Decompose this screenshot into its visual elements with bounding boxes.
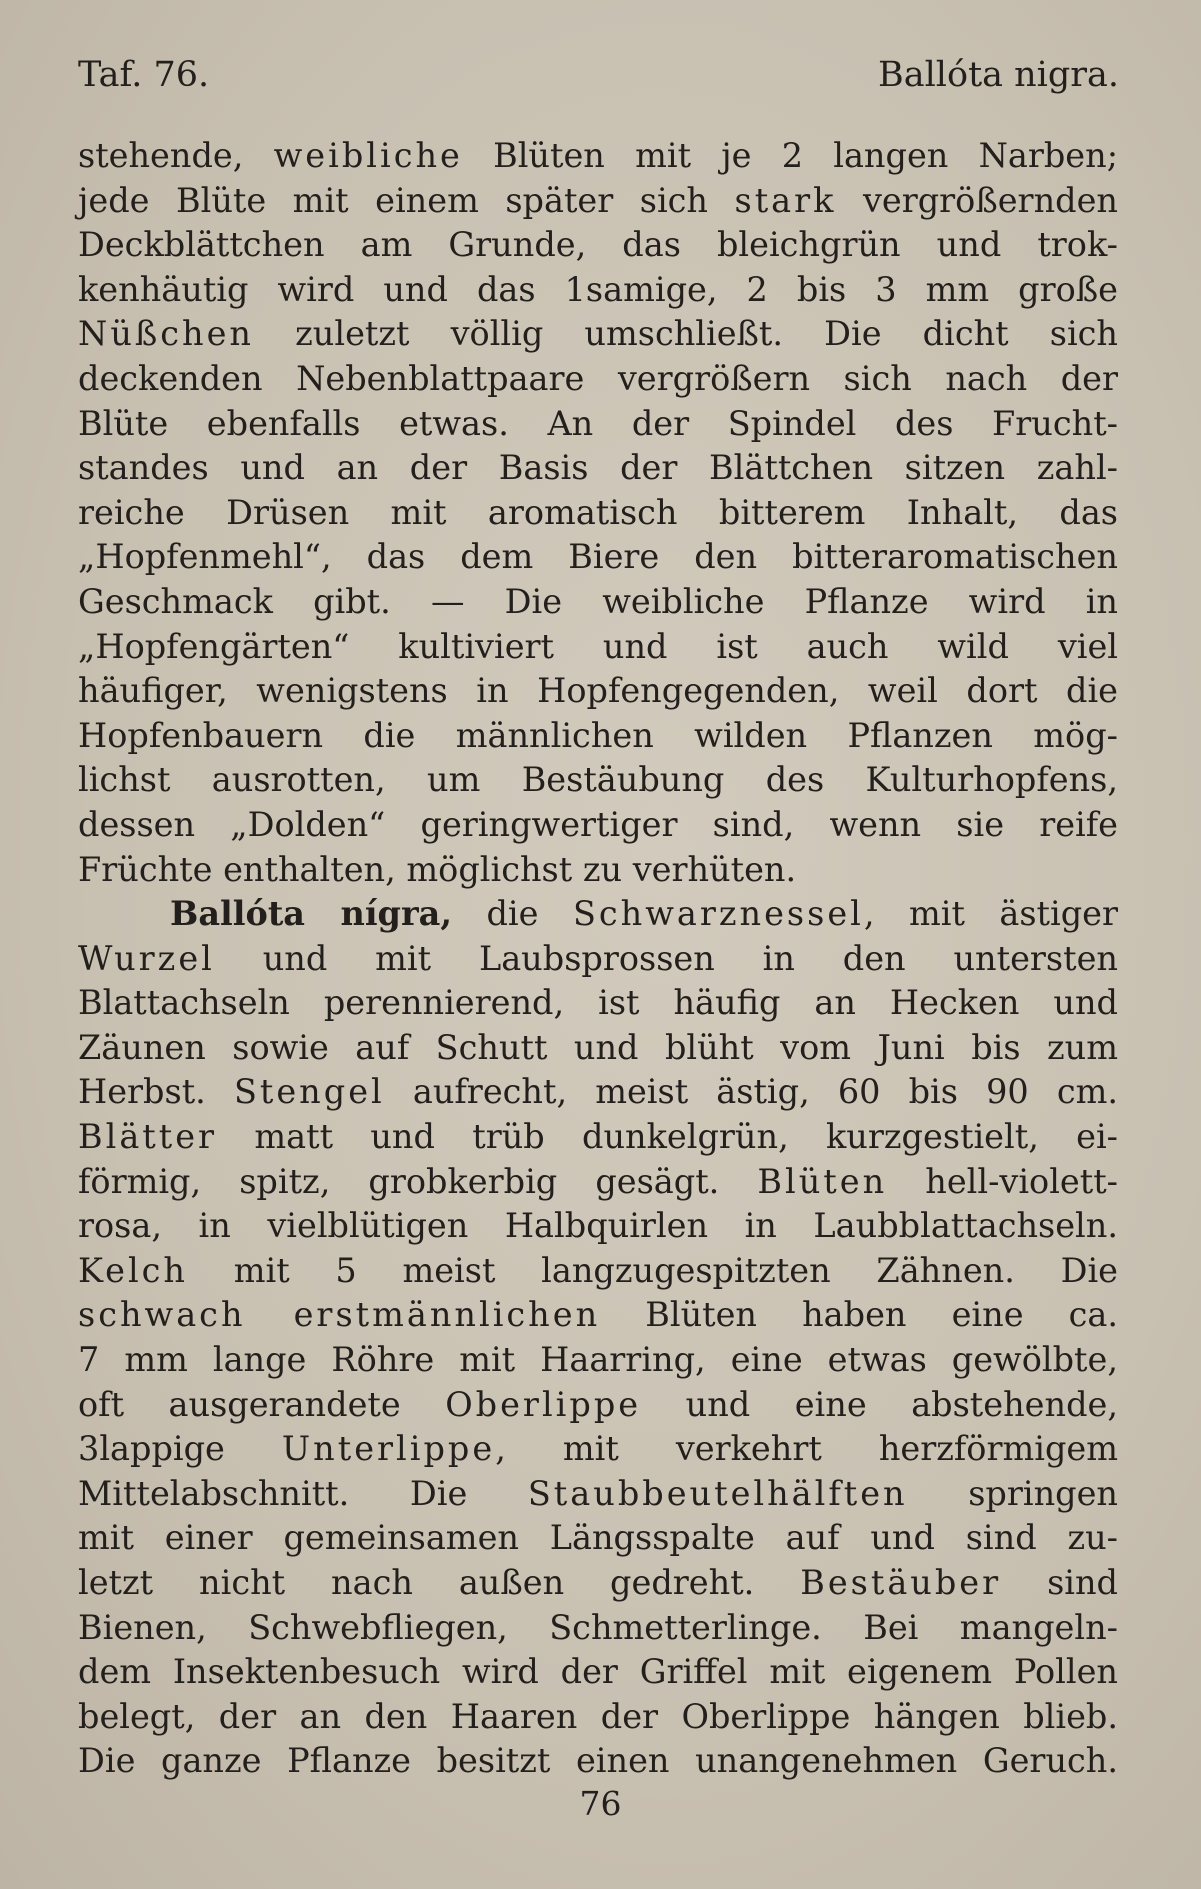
text-line [78,491,1118,536]
spaced-term: Blüten [757,1161,888,1201]
text-run: Blüten haben eine ca. [600,1295,1118,1335]
text-run: oft ausgerandete [78,1384,446,1424]
text-line [78,1383,1118,1428]
text-line [78,1606,1118,1651]
text-run: , mit ästiger [863,894,1119,934]
text-line [78,1293,1118,1338]
text-line [78,625,1118,670]
text-run: Blattachseln perennierend, ist häufig an Hecken und [78,983,1118,1023]
text-run: 7 mm lange Röhre mit Haarring, eine etwas gewölbte, [78,1340,1118,1380]
text-run: mit 5 meist langzugespitzten Zähnen. Die [188,1250,1118,1290]
text-line [78,134,1118,179]
text-run: die [452,894,573,934]
text-line [78,1204,1118,1249]
spaced-term: weibliche [273,136,463,175]
text-run: und eine abstehende, [641,1384,1118,1424]
text-line [78,981,1118,1026]
text-line [78,446,1118,491]
text-line [78,1472,1118,1517]
text-run: Blüten mit je 2 langen Narben; [462,136,1118,175]
spaced-term: Wurzel [78,938,215,978]
text-run: dessen „Dolden“ geringwertiger sind, wenn sie reife [78,804,1118,844]
page-header [78,55,1119,105]
text-line [78,714,1118,759]
spaced-term: schwach erstmännlichen [78,1295,601,1335]
text-run: hell-violett- [887,1161,1118,1201]
text-line [78,937,1118,982]
text-run: Mittelabschnitt. Die [78,1473,528,1513]
text-run: förmig, spitz, grobkerbig gesägt. [78,1161,758,1201]
text-run: „Hopfenmehl“, das dem Biere den bitteraromatischen [78,537,1118,577]
spaced-term: Staubbeutelhälften [527,1473,908,1513]
text-line [78,848,1118,893]
running-title: Ballóta nigra. [878,55,1119,95]
spaced-term: Bestäuber [800,1563,1002,1602]
text-run: vergrößernden [836,180,1118,220]
text-run: dem Insektenbesuch wird der Griffel mit eigenem Pollen [78,1652,1118,1692]
text-line [78,580,1118,625]
text-run: belegt, der an den Haaren der Oberlippe hängen blieb. [78,1696,1118,1736]
spaced-term: stark [734,180,837,220]
page-number: 76 [579,1784,622,1823]
text-line [78,1026,1118,1071]
text-run: Blüte ebenfalls etwas. An der Spindel des Frucht- [78,403,1118,443]
text-line [78,1516,1118,1561]
text-run: reiche Drüsen mit aromatisch bitterem Inhalt, das [78,492,1118,532]
text-run: , mit verkehrt herzförmigem [495,1429,1118,1469]
body-text [78,134,1118,1784]
text-line [78,1070,1118,1115]
spaced-term: Oberlippe [445,1384,642,1424]
text-run: und mit Laubsprossen in den untersten [214,938,1118,978]
text-line [78,179,1118,224]
species-name: Ballóta nígra, [170,894,453,934]
text-line [78,1115,1118,1160]
spaced-term: Stengel [233,1072,385,1112]
text-run: kenhäutig wird und das 1samige, 2 bis 3 mm große [78,269,1118,309]
spaced-term: Blätter [78,1117,218,1157]
text-line [78,1427,1118,1472]
text-line [78,1561,1118,1606]
text-run: 3lappige [78,1429,282,1469]
spaced-term: Nüßchen [78,314,255,354]
text-run: häufiger, wenigstens in Hopfengegenden, weil dort die [78,671,1118,711]
text-line [78,1650,1118,1695]
text-line [78,357,1118,402]
text-run: Geschmack gibt. — Die weibliche Pflanze wird in [78,581,1118,621]
text-run: Die ganze Pflanze besitzt einen unangenehmen Geruch. [78,1741,1118,1781]
text-line [78,1739,1118,1784]
text-run: springen [907,1473,1119,1513]
text-line [78,1338,1118,1383]
text-run: lichst ausrotten, um Bestäubung des Kulturhopfens, [78,760,1118,800]
spaced-term: Schwarznessel [572,894,864,934]
text-run: stehende, [78,136,274,175]
text-line [78,1160,1118,1205]
spaced-term: Unterlippe [281,1429,496,1469]
text-run: standes und an der Basis der Blättchen sitzen zahl- [78,448,1118,488]
text-run: jede Blüte mit einem später sich [78,180,735,220]
text-run: Herbst. [78,1072,234,1112]
text-run: zuletzt völlig umschließt. Die dicht sich [254,314,1118,354]
plate-number: Taf. 76. [78,55,210,95]
text-line [78,669,1118,714]
text-line [78,312,1118,357]
text-line [78,402,1118,447]
text-run: Deckblättchen am Grunde, das bleichgrün und trok- [78,225,1118,265]
text-run: sind [1001,1563,1118,1602]
text-line [78,803,1118,848]
text-line [78,1695,1118,1740]
text-run: Zäunen sowie auf Schutt und blüht vom Juni bis zum [78,1027,1118,1067]
text-line [78,223,1118,268]
text-run: Bienen, Schwebfliegen, Schmetterlinge. Bei mangeln- [78,1607,1118,1647]
text-run: letzt nicht nach außen gedreht. [78,1563,801,1602]
text-line [78,1249,1118,1294]
text-run: rosa, in vielblütigen Halbquirlen in Laubblattachseln. [78,1206,1118,1246]
text-run: matt und trüb dunkelgrün, kurzgestielt, ei- [217,1117,1118,1157]
text-line [78,892,1118,937]
text-line [78,535,1118,580]
text-run: Hopfenbauern die männlichen wilden Pflanzen mög- [78,715,1118,755]
text-run: „Hopfengärten“ kultiviert und ist auch wild viel [78,626,1118,666]
text-run: Früchte enthalten, möglichst zu verhüten. [78,849,797,889]
text-run: deckenden Nebenblattpaare vergrößern sich nach der [78,358,1118,398]
text-run: mit einer gemeinsamen Längsspalte auf und sind zu- [78,1518,1118,1558]
spaced-term: Kelch [78,1250,189,1290]
text-line [78,758,1118,803]
text-run: aufrecht, meist ästig, 60 bis 90 cm. [384,1072,1119,1112]
text-line [78,268,1118,313]
